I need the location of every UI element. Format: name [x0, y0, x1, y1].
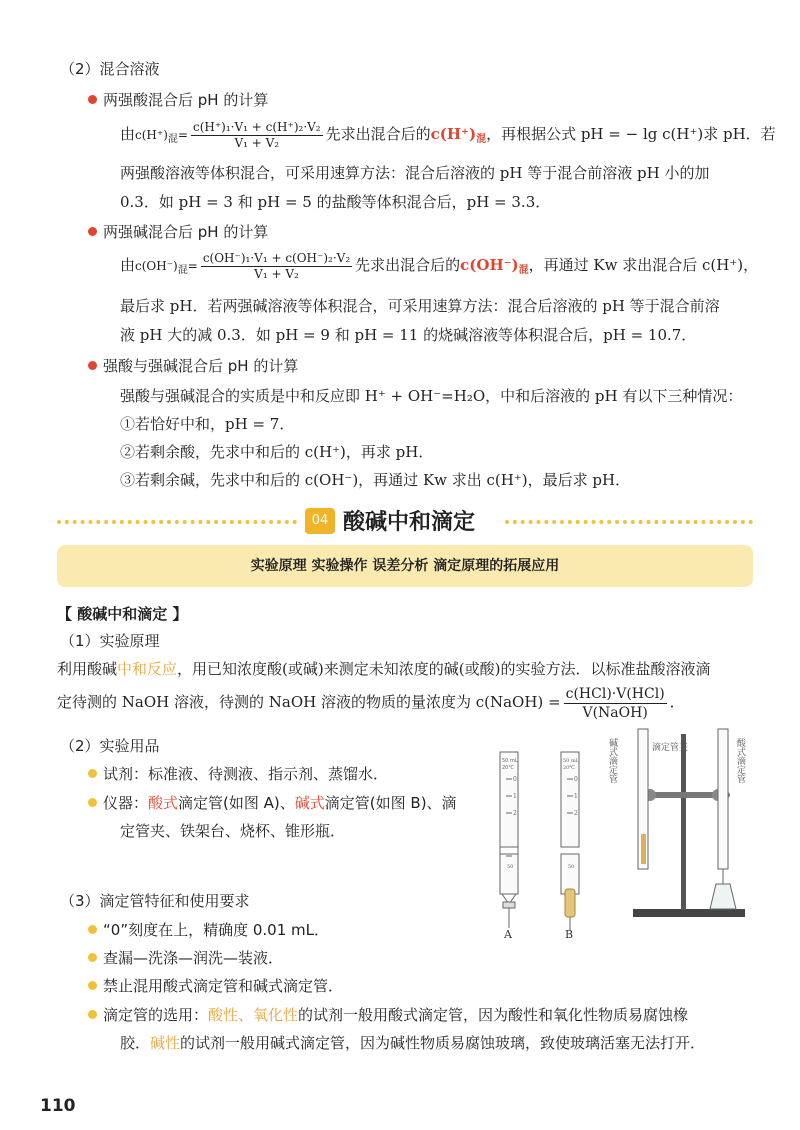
bullet-dot [88, 769, 97, 778]
section-divider-right [505, 520, 753, 524]
burette-heading: （3）滴定管特征和使用要求 [60, 892, 250, 910]
svg-text:0: 0 [574, 776, 578, 783]
svg-text:A: A [504, 928, 512, 941]
reagents-bullet: 试剂：标准液、待测液、指示剂、蒸馏水． [88, 763, 388, 784]
bullet-acid-base-mix-title: 强酸与强碱混合后 pH 的计算 [103, 357, 299, 375]
clamp-label: 滴定管夹 [652, 743, 689, 753]
bullet-acid-base-mix [88, 355, 298, 376]
svg-text:20℃: 20℃ [563, 765, 575, 771]
acid-base-case2: ②若剩余酸，先求中和后的 c(H⁺)，再求 pH． [120, 443, 434, 461]
instruments-bullet-cont: 定管夹、铁架台、烧杯、锥形瓶． [120, 822, 346, 840]
svg-text:2: 2 [574, 810, 578, 817]
procedure-bullet: 查漏—洗涤—润洗—装液． [88, 947, 283, 968]
bullet-dot [88, 925, 97, 934]
zero-mark-bullet: “0”刻度在上，精确度 0.01 mL． [88, 919, 329, 940]
bullet-acid-mix [88, 89, 268, 110]
titration-heading: 【 酸碱中和滴定 】 [57, 605, 188, 623]
concentration-fraction: $\frac{\text{c(HCl)·V(HCl)}}{\text{V(NaOH)}}$ [565, 685, 665, 721]
svg-text:1: 1 [574, 793, 578, 800]
bullet-dot [88, 953, 97, 962]
bullet-dot [88, 227, 97, 236]
base-mix-formula-line: 由$c(OH^-)_混=$ $\frac{\text{c(OH⁻)₁·V₁ + c(OH⁻)₂·V₂}}{\text{V₁ + V₂}}$ 先求出混合后的$c(OH^-)_混$，再通过 Kw 求出混合后 c(H⁺)， [120, 250, 759, 281]
acid-mix-formula-line: 由$c(H^+)_混=$ $\frac{\text{c(H⁺)₁·V₁ + c(H⁺)₂·V₂}}{\text{V₁ + V₂}}$ 先求出混合后的$c(H^+)_混$，再根据公式 pH = − lg c(H⁺)求 pH．若 [120, 119, 776, 150]
svg-text:2: 2 [513, 810, 517, 817]
svg-text:20℃: 20℃ [502, 765, 514, 771]
svg-text:50 mL: 50 mL [502, 758, 518, 764]
acid-mix-fraction: $\frac{\text{c(H⁺)₁·V₁ + c(H⁺)₂·V₂}}{\text{V₁ + V₂}}$ [192, 119, 321, 150]
equipment-heading: （2）实验用品 [60, 737, 160, 755]
bullet-dot [88, 981, 97, 990]
acid-base-line1: 强酸与强碱混合的实质是中和反应即 H⁺ + OH⁻=H₂O，中和后溶液的 pH 有以下三种情况： [120, 387, 743, 405]
base-burette-label: 碱式滴定管 [607, 738, 617, 783]
principle-line1: 利用酸碱中和反应，用已知浓度酸(或碱)来测定未知浓度的碱(或酸)的实验方法．以标准盐酸溶液滴 [57, 660, 711, 678]
acid-base-case3: ③若剩余碱，先求中和后的 c(OH⁻)，再通过 Kw 求出 c(H⁺)，最后求 pH． [120, 471, 631, 489]
bullet-dot [88, 361, 97, 370]
burette-figure [488, 724, 750, 946]
bullet-base-mix [88, 221, 268, 242]
svg-text:50 mL: 50 mL [563, 758, 580, 764]
mix-heading: （2）混合溶液 [60, 60, 160, 78]
base-mix-line3: 液 pH 大的减 0.3．如 pH = 9 和 pH = 11 的烧碱溶液等体积混合后，pH = 10.7． [120, 326, 697, 344]
acid-burette-illustration [500, 752, 518, 941]
bullet-base-mix-title: 两强碱混合后 pH 的计算 [103, 223, 269, 241]
bullet-dot [88, 1010, 97, 1019]
bullet-dot [88, 798, 97, 807]
selection-bullet-cont: 胶．碱性的试剂一般用碱式滴定管，因为碱性物质易腐蚀玻璃，致使玻璃活塞无法打开． [120, 1034, 706, 1052]
svg-text:50: 50 [507, 864, 514, 870]
bullet-dot [88, 95, 97, 104]
no-mix-bullet: 禁止混用酸式滴定管和碱式滴定管． [88, 975, 343, 996]
principle-heading: （1）实验原理 [60, 632, 160, 650]
bullet-acid-mix-title: 两强酸混合后 pH 的计算 [103, 91, 269, 109]
titration-stand-illustration [607, 729, 746, 917]
selection-bullet: 滴定管的选用：酸性、氧化性的试剂一般用酸式滴定管，因为酸性和氧化性物质易腐蚀橡 [88, 1004, 688, 1025]
section-title: 酸碱中和滴定 [343, 509, 476, 535]
acid-mix-line3: 0.3．如 pH = 3 和 pH = 5 的盐酸等体积混合后，pH = 3.3． [120, 193, 551, 211]
section-divider-left [57, 520, 297, 524]
base-mix-line2: 最后求 pH．若两强碱溶液等体积混合，可采用速算方法：混合后溶液的 pH 等于混合前溶 [120, 297, 720, 315]
acid-mix-line2: 两强酸溶液等体积混合，可采用速算方法：混合后溶液的 pH 等于混合前溶液 pH 小的加 [120, 164, 710, 182]
svg-text:B: B [565, 928, 574, 941]
acid-burette-label: 酸式滴定管 [735, 738, 745, 783]
base-burette-illustration [561, 752, 580, 941]
principle-line2: 定待测的 NaOH 溶液，待测的 NaOH 溶液的物质的量浓度为 c(NaOH) = $\frac{\text{c(HCl)·V(HCl)}}{\text{V(NaOH)}}$ ． [57, 685, 685, 721]
base-mix-fraction: $\frac{\text{c(OH⁻)₁·V₁ + c(OH⁻)₂·V₂}}{\text{V₁ + V₂}}$ [202, 250, 351, 281]
instruments-bullet: 仪器：酸式滴定管(如图 A)、碱式滴定管(如图 B)、滴 [88, 792, 457, 813]
section-number-badge: 04 [305, 508, 335, 534]
svg-text:0: 0 [513, 776, 517, 783]
section-topic-banner: 实验原理 实验操作 误差分析 滴定原理的拓展应用 [57, 545, 753, 587]
svg-text:50: 50 [568, 864, 575, 870]
svg-text:1: 1 [513, 793, 517, 800]
acid-base-case1: ①若恰好中和，pH = 7． [120, 415, 295, 433]
page-number: 110 [40, 1096, 76, 1116]
